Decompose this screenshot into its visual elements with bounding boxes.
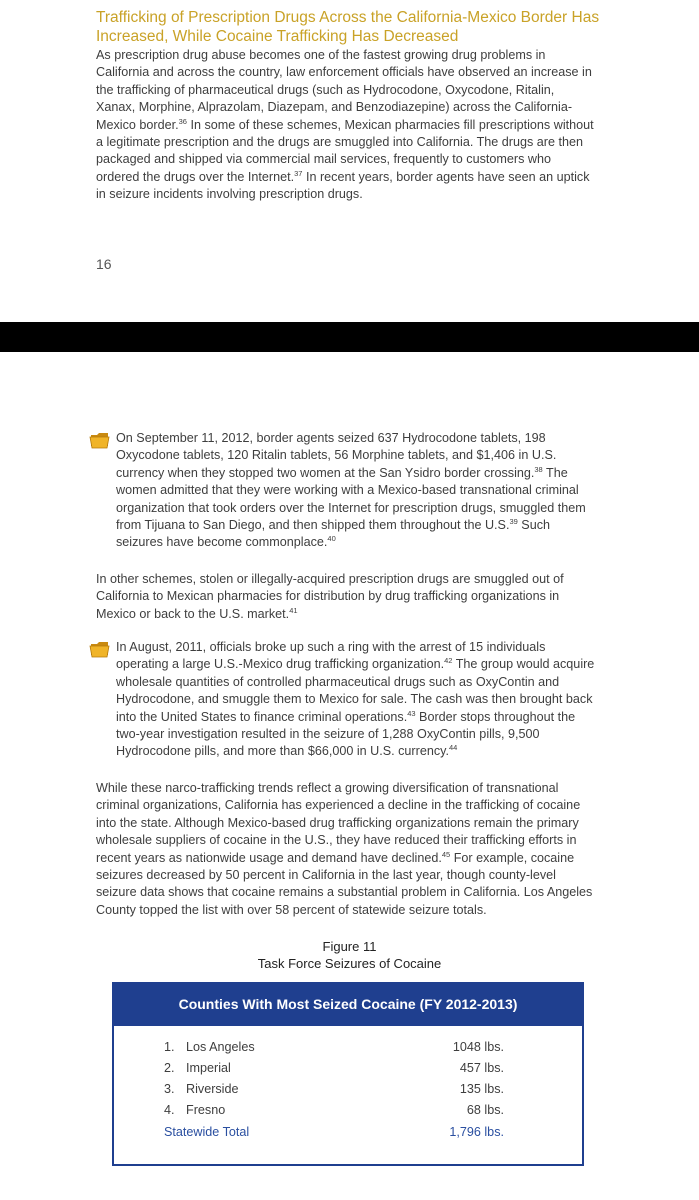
intro-paragraph: As prescription drug abuse becomes one of the fastest growing drug problems in California and across the country, law enforcement officials have observed an increase in the trafficking of pharmaceutical drugs (such as Hydrocodone, Oxycodone, Ritalin, Xanax, Morphine, Alprazolam, Diazepam, and Benzodiazepine) across the California-Mexico border.$^{36}$ In some of these schemes, Mexican pharmacies fill prescriptions without a legitimate prescription and the drugs are smuggled into California. The drugs are then packaged and shipped via commercial mail services, frequently to customers who ordered the drugs over the Internet.$^{37}$ In recent years, border agents have seen an uptick in seizure incidents involving prescription drugs.: [96, 48, 594, 202]
row-county: Imperial: [186, 1061, 231, 1075]
callout-seizure-2012: On September 11, 2012, border agents seized 637 Hydrocodone tablets, 198 Oxycodone tablets, 120 Ritalin tablets, 56 Morphine tablets, and $1,406 in U.S. currency when they stopped two women at the San Ysidro border crossing.$^{38}$ The women admitted that they were working with a Mexico-based transnational criminal organization that took orders over the Internet for prescription drugs, smuggled them from Tijuana to San Diego, and then shipped them throughout the U.S.$^{39}$ Such seizures have become commonplace.$^{40}$: [116, 431, 586, 550]
row-rank: 4.: [164, 1103, 175, 1117]
total-label: Statewide Total: [164, 1125, 250, 1139]
folder-icon: [89, 639, 111, 659]
row-rank: 1.: [164, 1040, 175, 1054]
row-amount: 135 lbs.: [459, 1082, 504, 1096]
page-16: [0, 0, 699, 322]
row-county: Fresno: [186, 1103, 226, 1117]
total-amount: 1,796 lbs.: [449, 1125, 504, 1139]
folder-icon: [89, 430, 111, 450]
table-title: Counties With Most Seized Cocaine (FY 2012-2013): [114, 984, 582, 1026]
footnote-marker: 45: [441, 849, 451, 859]
row-amount: 68 lbs.: [466, 1103, 504, 1117]
footnote-marker: 43: [407, 708, 416, 718]
figure-title: Task Force Seizures of Cocaine: [257, 956, 442, 971]
row-rank: 3.: [164, 1082, 175, 1096]
table-row: [164, 1082, 504, 1102]
section-heading: Trafficking of Prescription Drugs Across the California-Mexico Border Has Increased, While Cocaine Trafficking Has Decreased: [96, 9, 600, 45]
footnote-marker: 39: [509, 516, 518, 526]
page-separator: [0, 322, 699, 352]
paragraph-other-schemes: In other schemes, stolen or illegally-acquired prescription drugs are smuggled out of California to Mexican pharmacies for distribution by drug trafficking organizations in Mexico or back to the U.S. market.$^{41}$: [96, 572, 564, 621]
callout-ring-2011: In August, 2011, officials broke up such a ring with the arrest of 15 individuals operating a large U.S.-Mexico drug trafficking organization.$^{42}$ The group would acquire wholesale quantities of controlled pharmaceutical drugs such as OxyContin and Hydrocodone, and smuggle them to Mexico for sale. The cash was then brought back into the United States to finance criminal operations.$^{43}$ Border stops throughout the two-year investigation resulted in the seizure of 1,288 OxyContin pills, 9,500 Hydrocodone pills, and more than $66,000 in U.S. currency.$^{44}$: [116, 640, 595, 759]
figure-label: Figure 11: [322, 939, 377, 954]
row-amount: 457 lbs.: [459, 1061, 504, 1075]
table-row: [164, 1061, 504, 1081]
table-row: [164, 1040, 504, 1060]
footnote-marker: 37: [294, 168, 303, 178]
row-county: Los Angeles: [186, 1040, 255, 1054]
footnote-marker: 42: [444, 656, 453, 666]
cocaine-seizure-table: [112, 982, 584, 1166]
table-total-row: [164, 1125, 504, 1145]
table-row: [164, 1103, 504, 1123]
page-number: 16: [96, 256, 112, 272]
paragraph-cocaine: While these narco-trafficking trends reflect a growing diversification of transnational criminal organizations, California has experienced a decline in the trafficking of cocaine into the state. Although Mexico-based drug trafficking organizations remain the primary wholesale suppliers of cocaine in the U.S., they have reduced their trafficking efforts in recent years as nationwide usage and demand have declined.$^{45}$ For example, cocaine seizures decreased by 50 percent in California in the last year, though county-level seizure data shows that cocaine remains a substantial problem in California. Los Angeles County topped the list with over 58 percent of statewide seizure totals.: [96, 781, 593, 917]
footnote-marker: 36: [178, 116, 187, 126]
row-county: Riverside: [186, 1082, 239, 1096]
page-17: [0, 352, 699, 1200]
footnote-marker: 44: [448, 743, 458, 753]
row-rank: 2.: [164, 1061, 175, 1075]
footnote-marker: 41: [289, 605, 298, 615]
footnote-marker: 38: [534, 464, 543, 474]
footnote-marker: 40: [327, 534, 336, 544]
row-amount: 1048 lbs.: [452, 1040, 504, 1054]
